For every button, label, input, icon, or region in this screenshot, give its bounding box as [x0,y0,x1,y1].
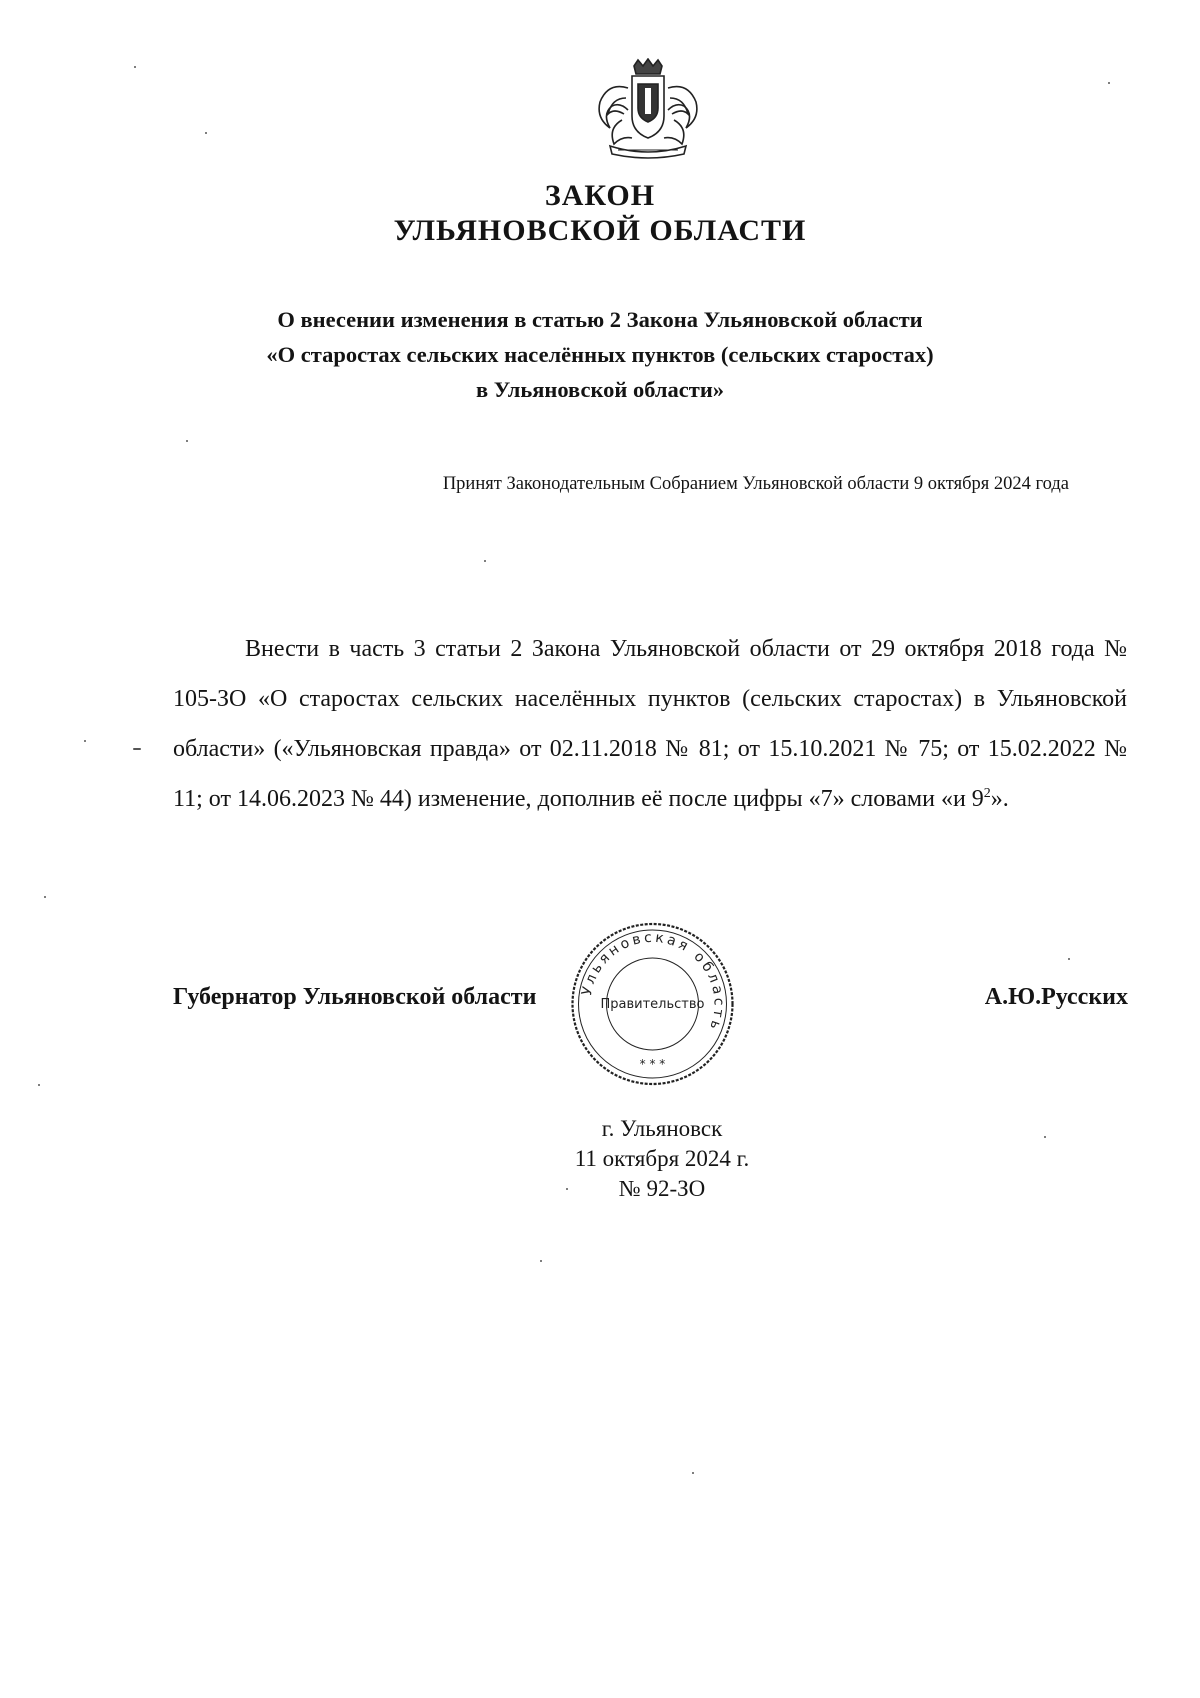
law-title-line-1: О внесении изменения в статью 2 Закона Ульяновской области [277,307,923,332]
seal-star-icon: * * * [639,1057,666,1071]
law-number: № 92-ЗО [618,1176,706,1201]
body-superscript: 2 [983,786,991,801]
law-title-line-2: «О старостах сельских населённых пунктов (сельских старостах) [266,342,934,367]
scan-speck [1044,1136,1046,1138]
law-type-heading: ЗАКОН [544,179,656,212]
place-of-signing: г. Ульяновск [601,1116,723,1141]
scan-speck [205,132,207,134]
signatory-name: А.Ю.Русских [984,984,1128,1010]
body-main-text: Внести в часть 3 статьи 2 Закона Ульяновской области от 29 октября 2018 года № 105-ЗО «О старостах сельских населённых пунктов (сельских старостах) в Ульяновской области» («Ульяновская правда» от 02.11.2018 № 81; от 15.10.2021 № 75; от 15.02.2022 № 11; от 14.06.2023 № 44) изменение, дополнив её после цифры «7» словами «и 9 [173,636,1127,812]
seal-ring-text: Ульяновская область [579,929,727,1035]
scan-speck [186,440,188,442]
adoption-note: Принят Законодательным Собранием Ульяновской области 9 октября 2024 года [442,474,1069,494]
law-body-paragraph [173,624,1127,824]
svg-text:Ульяновская область [579,930,727,1034]
signing-date: 11 октября 2024 г. [574,1146,750,1171]
scan-speck [44,896,46,898]
seal-center-text: Правительство [600,997,705,1012]
scan-speck [692,1472,694,1474]
scan-speck [134,66,136,68]
scan-speck [84,740,86,742]
scan-speck [566,1188,568,1190]
scan-speck [484,560,486,562]
signatory-position: Губернатор Ульяновской области [173,984,537,1010]
law-region-heading: УЛЬЯНОВСКОЙ ОБЛАСТИ [393,214,807,247]
scan-speck [38,1084,40,1086]
scan-speck [1108,82,1110,84]
law-title-line-3: в Ульяновской области» [475,377,725,402]
body-end-text: ». [990,786,1009,812]
scan-speck [1068,958,1070,960]
coat-of-arms-icon [588,58,708,160]
scan-speck [540,1260,542,1262]
official-seal [565,918,740,1090]
scan-speck [133,748,141,750]
